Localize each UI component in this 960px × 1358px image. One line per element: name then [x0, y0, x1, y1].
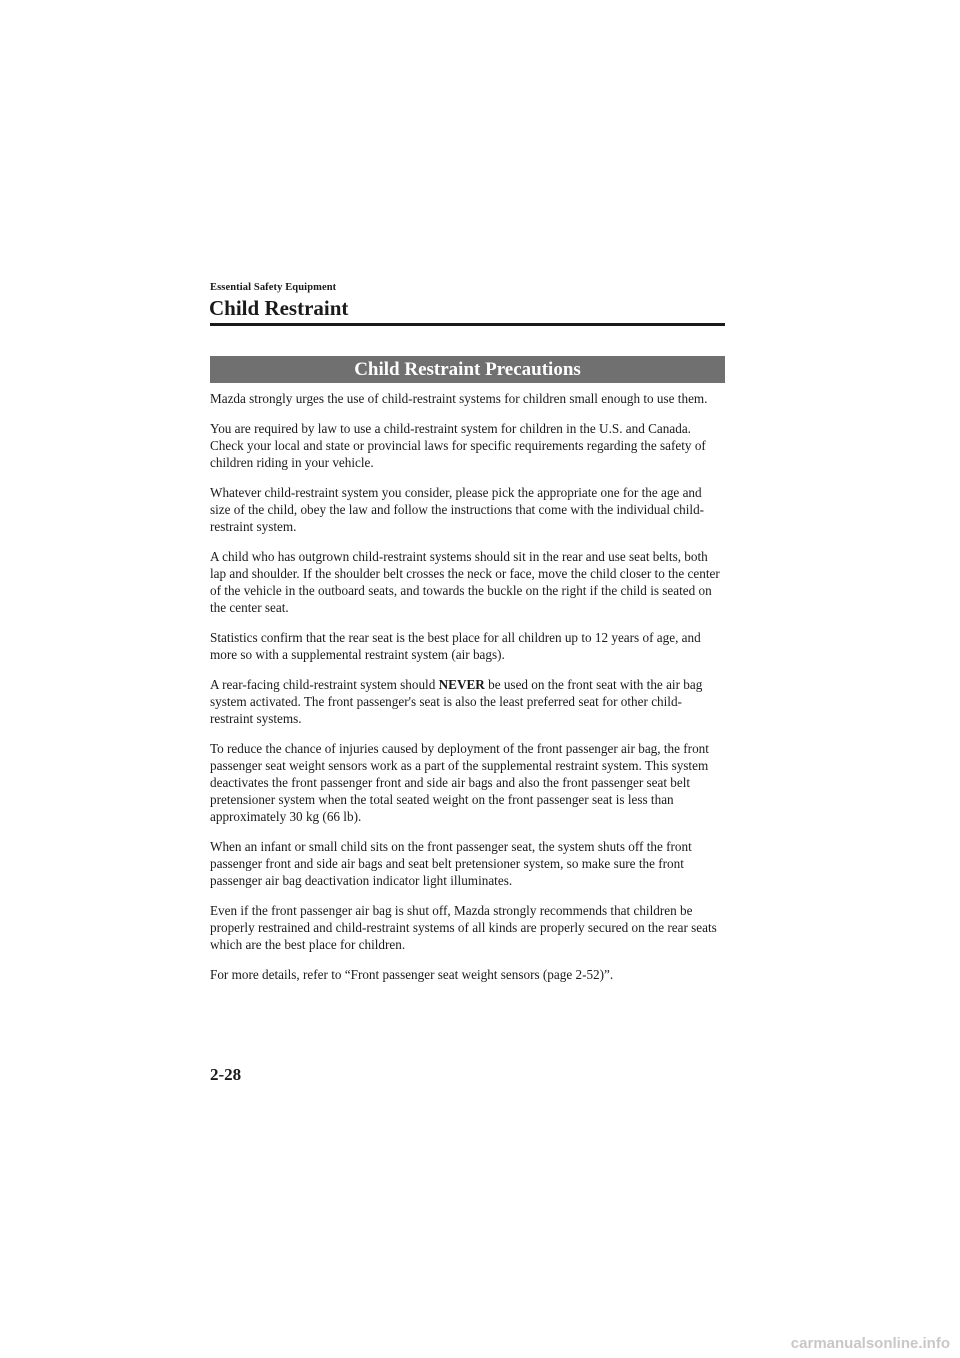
paragraph-1: Mazda strongly urges the use of child-restraint systems for children small enough to use them. — [210, 391, 708, 406]
never-text-after: be used on the front seat with the air bag system activated. The front passenger's seat is also the least preferred seat for other child-restraint systems. — [210, 677, 703, 726]
paragraph-9: Even if the front passenger air bag is shut off, Mazda strongly recommends that children be properly restrained and child-restraint systems of all kinds are properly secured on the rear seats which are the best place for children. — [210, 903, 717, 952]
title-divider — [210, 323, 725, 326]
paragraph-5: Statistics confirm that the rear seat is the best place for all children up to 12 years of age, and more so with a supplemental restraint system (air bags). — [210, 630, 701, 662]
page-title: Child Restraint — [209, 296, 349, 320]
paragraph-10: For more details, refer to “Front passenger seat weight sensors (page 2-52)”. — [210, 967, 614, 982]
never-text-before: A rear-facing child-restraint system should — [210, 677, 439, 692]
page-number: 2-28 — [210, 1065, 242, 1084]
paragraph-never — [210, 676, 725, 727]
section-banner: Child Restraint Precautions — [210, 356, 725, 383]
paragraph-7: To reduce the chance of injuries caused by deployment of the front passenger air bag, the front passenger seat weight sensors work as a part of the supplemental restraint system. This system deactivates the front passenger front and side air bags and also the front passenger seat belt pretensioner system when the total seated weight on the front passenger seat is less than approximately 30 kg (66 lb). — [210, 741, 709, 824]
paragraph-2: You are required by law to use a child-restraint system for children in the U.S. and Canada. Check your local and state or provincial laws for specific requirements regarding the safety of children riding in your vehicle. — [210, 421, 706, 470]
paragraph-3: Whatever child-restraint system you consider, please pick the appropriate one for the age and size of the child, obey the law and follow the instructions that come with the individual child-restraint system. — [210, 485, 705, 534]
never-emphasis: NEVER — [438, 677, 485, 692]
watermark-text: carmanualsonline.info — [790, 1335, 950, 1352]
paragraph-8: When an infant or small child sits on the front passenger seat, the system shuts off the front passenger front and side air bags and seat belt pretensioner system, so make sure the front passenger air bag deactivation indicator light illuminates. — [210, 839, 692, 888]
paragraph-4: A child who has outgrown child-restraint systems should sit in the rear and use seat belts, both lap and shoulder. If the shoulder belt crosses the neck or face, move the child closer to the center of the vehicle in the outboard seats, and towards the buckle on the right if the child is seated on the center seat. — [210, 549, 720, 615]
section-label: Essential Safety Equipment — [210, 282, 337, 293]
body-content — [210, 390, 725, 996]
